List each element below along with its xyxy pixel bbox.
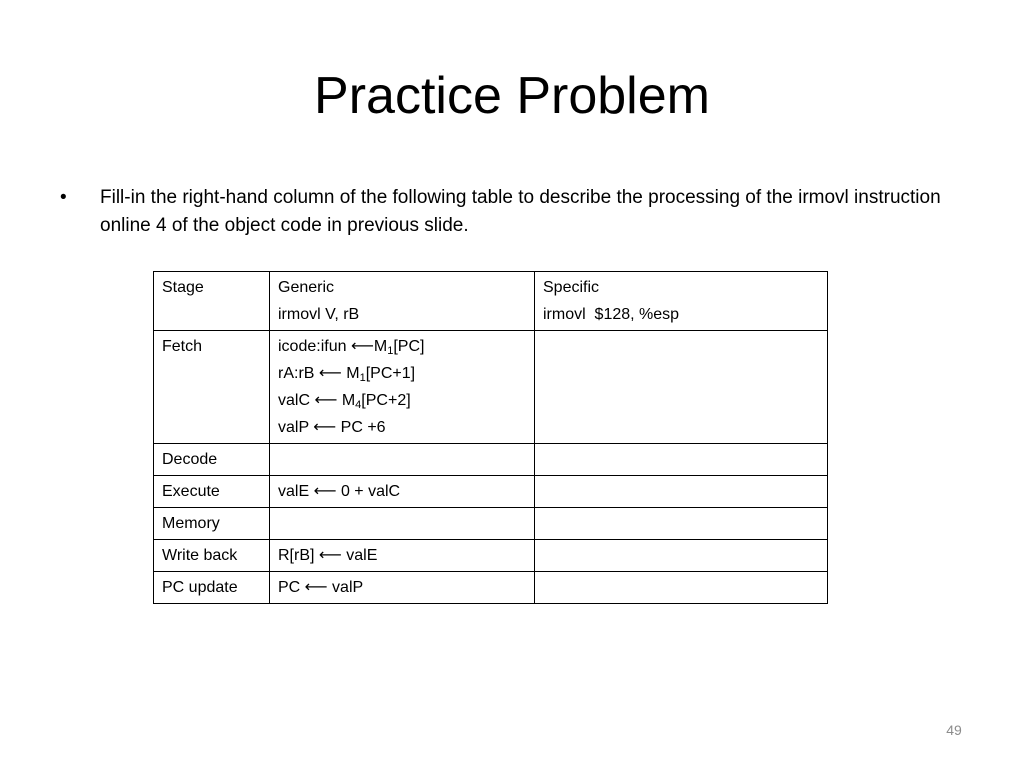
generic-cell-writeback — [270, 540, 535, 572]
header-stage-label: Stage — [162, 279, 204, 296]
fetch-line-1-subscript: 1 — [387, 345, 394, 357]
specific-cell-memory — [535, 508, 828, 540]
stage-cell-memory — [154, 508, 270, 540]
header-generic-instruction: irmovl V, rB — [278, 306, 360, 323]
pcupdate-lhs: PC — [278, 579, 305, 596]
stage-cell-writeback — [154, 540, 270, 572]
table-row-pcupdate — [154, 572, 828, 604]
table-header-row — [154, 272, 828, 331]
fetch-line-1-addr: [PC] — [393, 338, 425, 355]
pcupdate-rhs: valP — [327, 579, 364, 596]
stage-label-decode: Decode — [162, 451, 218, 468]
stage-cell-pcupdate — [154, 572, 270, 604]
left-arrow-icon: ⟵ — [313, 419, 337, 436]
header-specific-cell — [535, 272, 828, 331]
fetch-line-3 — [278, 387, 526, 414]
stage-label-writeback: Write back — [162, 547, 238, 564]
fetch-line-3-addr: [PC+2] — [361, 392, 411, 409]
stage-label-pcupdate: PC update — [162, 579, 238, 596]
fetch-line-4-lhs: valP — [278, 419, 314, 436]
fetch-line-2 — [278, 360, 526, 387]
stage-label-memory: Memory — [162, 515, 220, 532]
header-specific-instruction: irmovl $128, %esp — [543, 306, 680, 323]
fetch-line-3-subscript: 4 — [355, 399, 362, 411]
writeback-lhs: R[rB] — [278, 547, 319, 564]
specific-cell-fetch — [535, 331, 828, 444]
bullet-marker: • — [60, 187, 67, 208]
fetch-line-1 — [278, 333, 526, 360]
execute-lhs: valE — [278, 483, 314, 500]
left-arrow-icon: ⟵ — [350, 338, 374, 355]
generic-cell-memory — [270, 508, 535, 540]
left-arrow-icon: ⟵ — [318, 365, 342, 382]
fetch-line-2-subscript: 1 — [359, 372, 366, 384]
generic-cell-decode — [270, 444, 535, 476]
header-generic-label: Generic — [278, 279, 335, 296]
fetch-line-2-mem: M — [341, 365, 360, 382]
generic-cell-execute — [270, 476, 535, 508]
execute-rhs: 0 + valC — [336, 483, 401, 500]
fetch-line-4-rhs: PC +6 — [336, 419, 386, 436]
fetch-line-2-addr: [PC+1] — [365, 365, 416, 382]
writeback-line — [278, 542, 526, 569]
specific-cell-pcupdate — [535, 572, 828, 604]
pcupdate-line — [278, 574, 526, 601]
fetch-line-4 — [278, 414, 526, 441]
specific-cell-execute — [535, 476, 828, 508]
table-row-decode — [154, 444, 828, 476]
header-generic-cell — [270, 272, 535, 331]
generic-cell-fetch — [270, 331, 535, 444]
header-specific-label: Specific — [543, 279, 600, 296]
table-row-execute — [154, 476, 828, 508]
fetch-line-1-lhs: icode:ifun — [278, 338, 351, 355]
stage-cell-decode — [154, 444, 270, 476]
left-arrow-icon: ⟵ — [313, 483, 337, 500]
fetch-line-3-mem: M — [337, 392, 356, 409]
stage-label-fetch: Fetch — [162, 338, 203, 355]
left-arrow-icon: ⟵ — [314, 392, 338, 409]
header-stage-cell — [154, 272, 270, 331]
left-arrow-icon: ⟵ — [318, 547, 342, 564]
slide-page-number: 49 — [946, 722, 962, 738]
stage-cell-fetch — [154, 331, 270, 444]
bullet-text: Fill-in the right-hand column of the following table to describe the processing of the irmovl instruction online 4 of the object code in previous slide. — [100, 187, 941, 236]
execute-line — [278, 478, 526, 505]
table-row-memory — [154, 508, 828, 540]
generic-cell-pcupdate — [270, 572, 535, 604]
specific-cell-writeback — [535, 540, 828, 572]
left-arrow-icon: ⟵ — [304, 579, 328, 596]
processing-stages-table — [153, 271, 828, 604]
bullet-item — [60, 184, 960, 240]
fetch-line-2-lhs: rA:rB — [278, 365, 319, 382]
table-row-writeback — [154, 540, 828, 572]
table-row-fetch — [154, 331, 828, 444]
stage-label-execute: Execute — [162, 483, 220, 500]
fetch-line-3-lhs: valC — [278, 392, 315, 409]
fetch-line-1-mem: M — [373, 338, 388, 355]
specific-cell-decode — [535, 444, 828, 476]
slide-title: Practice Problem — [314, 67, 710, 125]
writeback-rhs: valE — [341, 547, 378, 564]
stage-cell-execute — [154, 476, 270, 508]
